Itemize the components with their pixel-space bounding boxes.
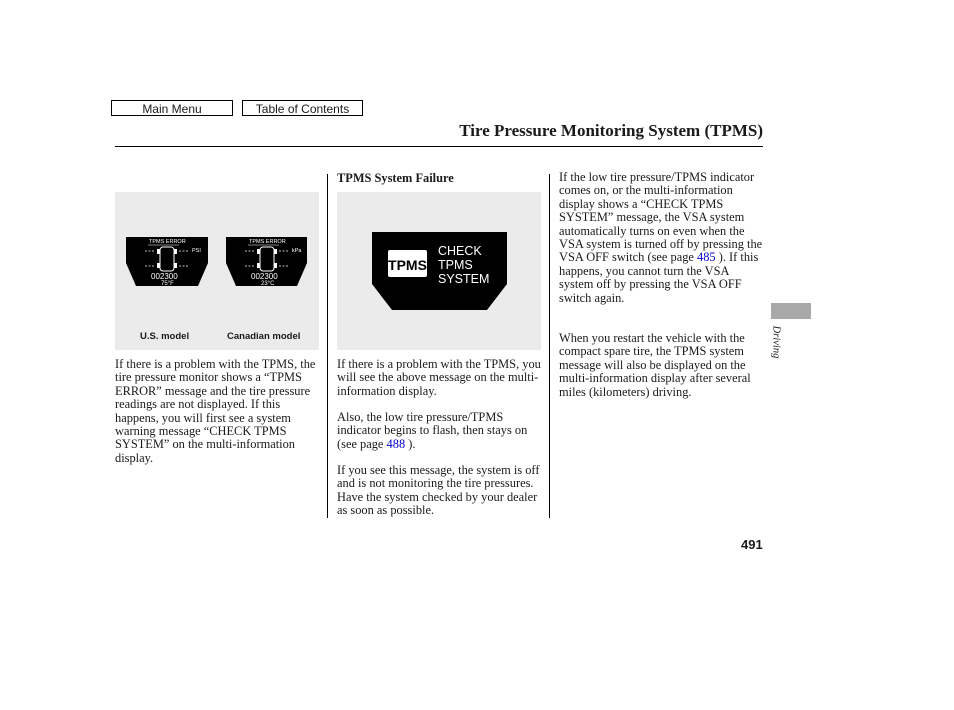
canadian-model-caption: Canadian model — [227, 331, 301, 342]
tpms-line: TPMS — [438, 258, 473, 272]
us-display-heading: TPMS ERROR — [149, 239, 186, 245]
check-line: CHECK — [438, 244, 482, 258]
main-menu-button[interactable]: Main Menu — [111, 100, 233, 116]
us-display-temp: 75°F — [161, 281, 174, 287]
check-tpms-display — [337, 192, 541, 350]
tpms-badge-text: TPMS — [388, 257, 427, 273]
ca-display — [226, 237, 307, 287]
section-heading: TPMS System Failure — [337, 171, 454, 185]
right-paragraph-1 — [559, 171, 764, 305]
check-tpms-figure — [337, 192, 541, 350]
left-column-paragraph: If there is a problem with the TPMS, the tire pressure monitor shows a “TPMS ERROR” message and the tire pressure readings are not displayed. If this happens, you will first see a system warning message “CHECK TPMS SYSTEM” on the multi-information display. — [115, 357, 316, 465]
ca-display-temp: 23°C — [261, 281, 275, 287]
middle-paragraph-2 — [337, 411, 543, 451]
tpms-error-figure — [115, 192, 319, 350]
ca-display-unit: kPa — [292, 248, 302, 254]
right-paragraph-1-end: ). If this happens, you cannot turn the VSA system off by pressing the VSA OFF switch again. — [559, 250, 759, 305]
us-display — [126, 237, 208, 287]
middle-paragraph-1: If there is a problem with the TPMS, you will see the above message on the multi-information display. — [337, 357, 541, 398]
right-paragraph-1-text: If the low tire pressure/TPMS indicator comes on, or the multi-information display shows a “CHECK TPMS SYSTEM” message, the VSA system automatically turns on even when the VSA system is turned off by pressing the VSA OFF switch (see page — [559, 170, 763, 265]
us-display-odometer: 002300 — [151, 272, 178, 281]
section-side-tab — [771, 303, 811, 319]
table-of-contents-button[interactable]: Table of Contents — [242, 100, 363, 116]
middle-paragraph-2-text: Also, the low tire pressure/TPMS indicator begins to flash, then stays on (see page — [337, 410, 528, 451]
middle-paragraph-2-end: ). — [408, 436, 416, 451]
page-485-link[interactable]: 485 — [697, 250, 716, 265]
us-model-caption: U.S. model — [140, 331, 190, 342]
column-divider-left — [327, 174, 328, 518]
page-488-link[interactable]: 488 — [386, 436, 406, 451]
page-number: 491 — [741, 537, 763, 552]
column-divider-right — [549, 174, 550, 518]
tpms-error-displays — [115, 192, 319, 350]
page-title: Tire Pressure Monitoring System (TPMS) — [459, 121, 763, 140]
middle-paragraph-3: If you see this message, the system is off and is not monitoring the tire pressures. Have the system checked by your dealer as soon as possible. — [337, 463, 540, 518]
us-display-unit: PSI — [192, 248, 201, 254]
ca-display-odometer: 002300 — [251, 272, 278, 281]
system-line: SYSTEM — [438, 272, 490, 286]
section-side-label: Driving — [770, 325, 782, 359]
header-rule — [115, 146, 763, 147]
ca-display-heading: TPMS ERROR — [249, 239, 286, 245]
right-paragraph-2: When you restart the vehicle with the compact spare tire, the TPMS system message will also be displayed on the multi-information display after several miles (kilometers) driving. — [559, 331, 751, 399]
